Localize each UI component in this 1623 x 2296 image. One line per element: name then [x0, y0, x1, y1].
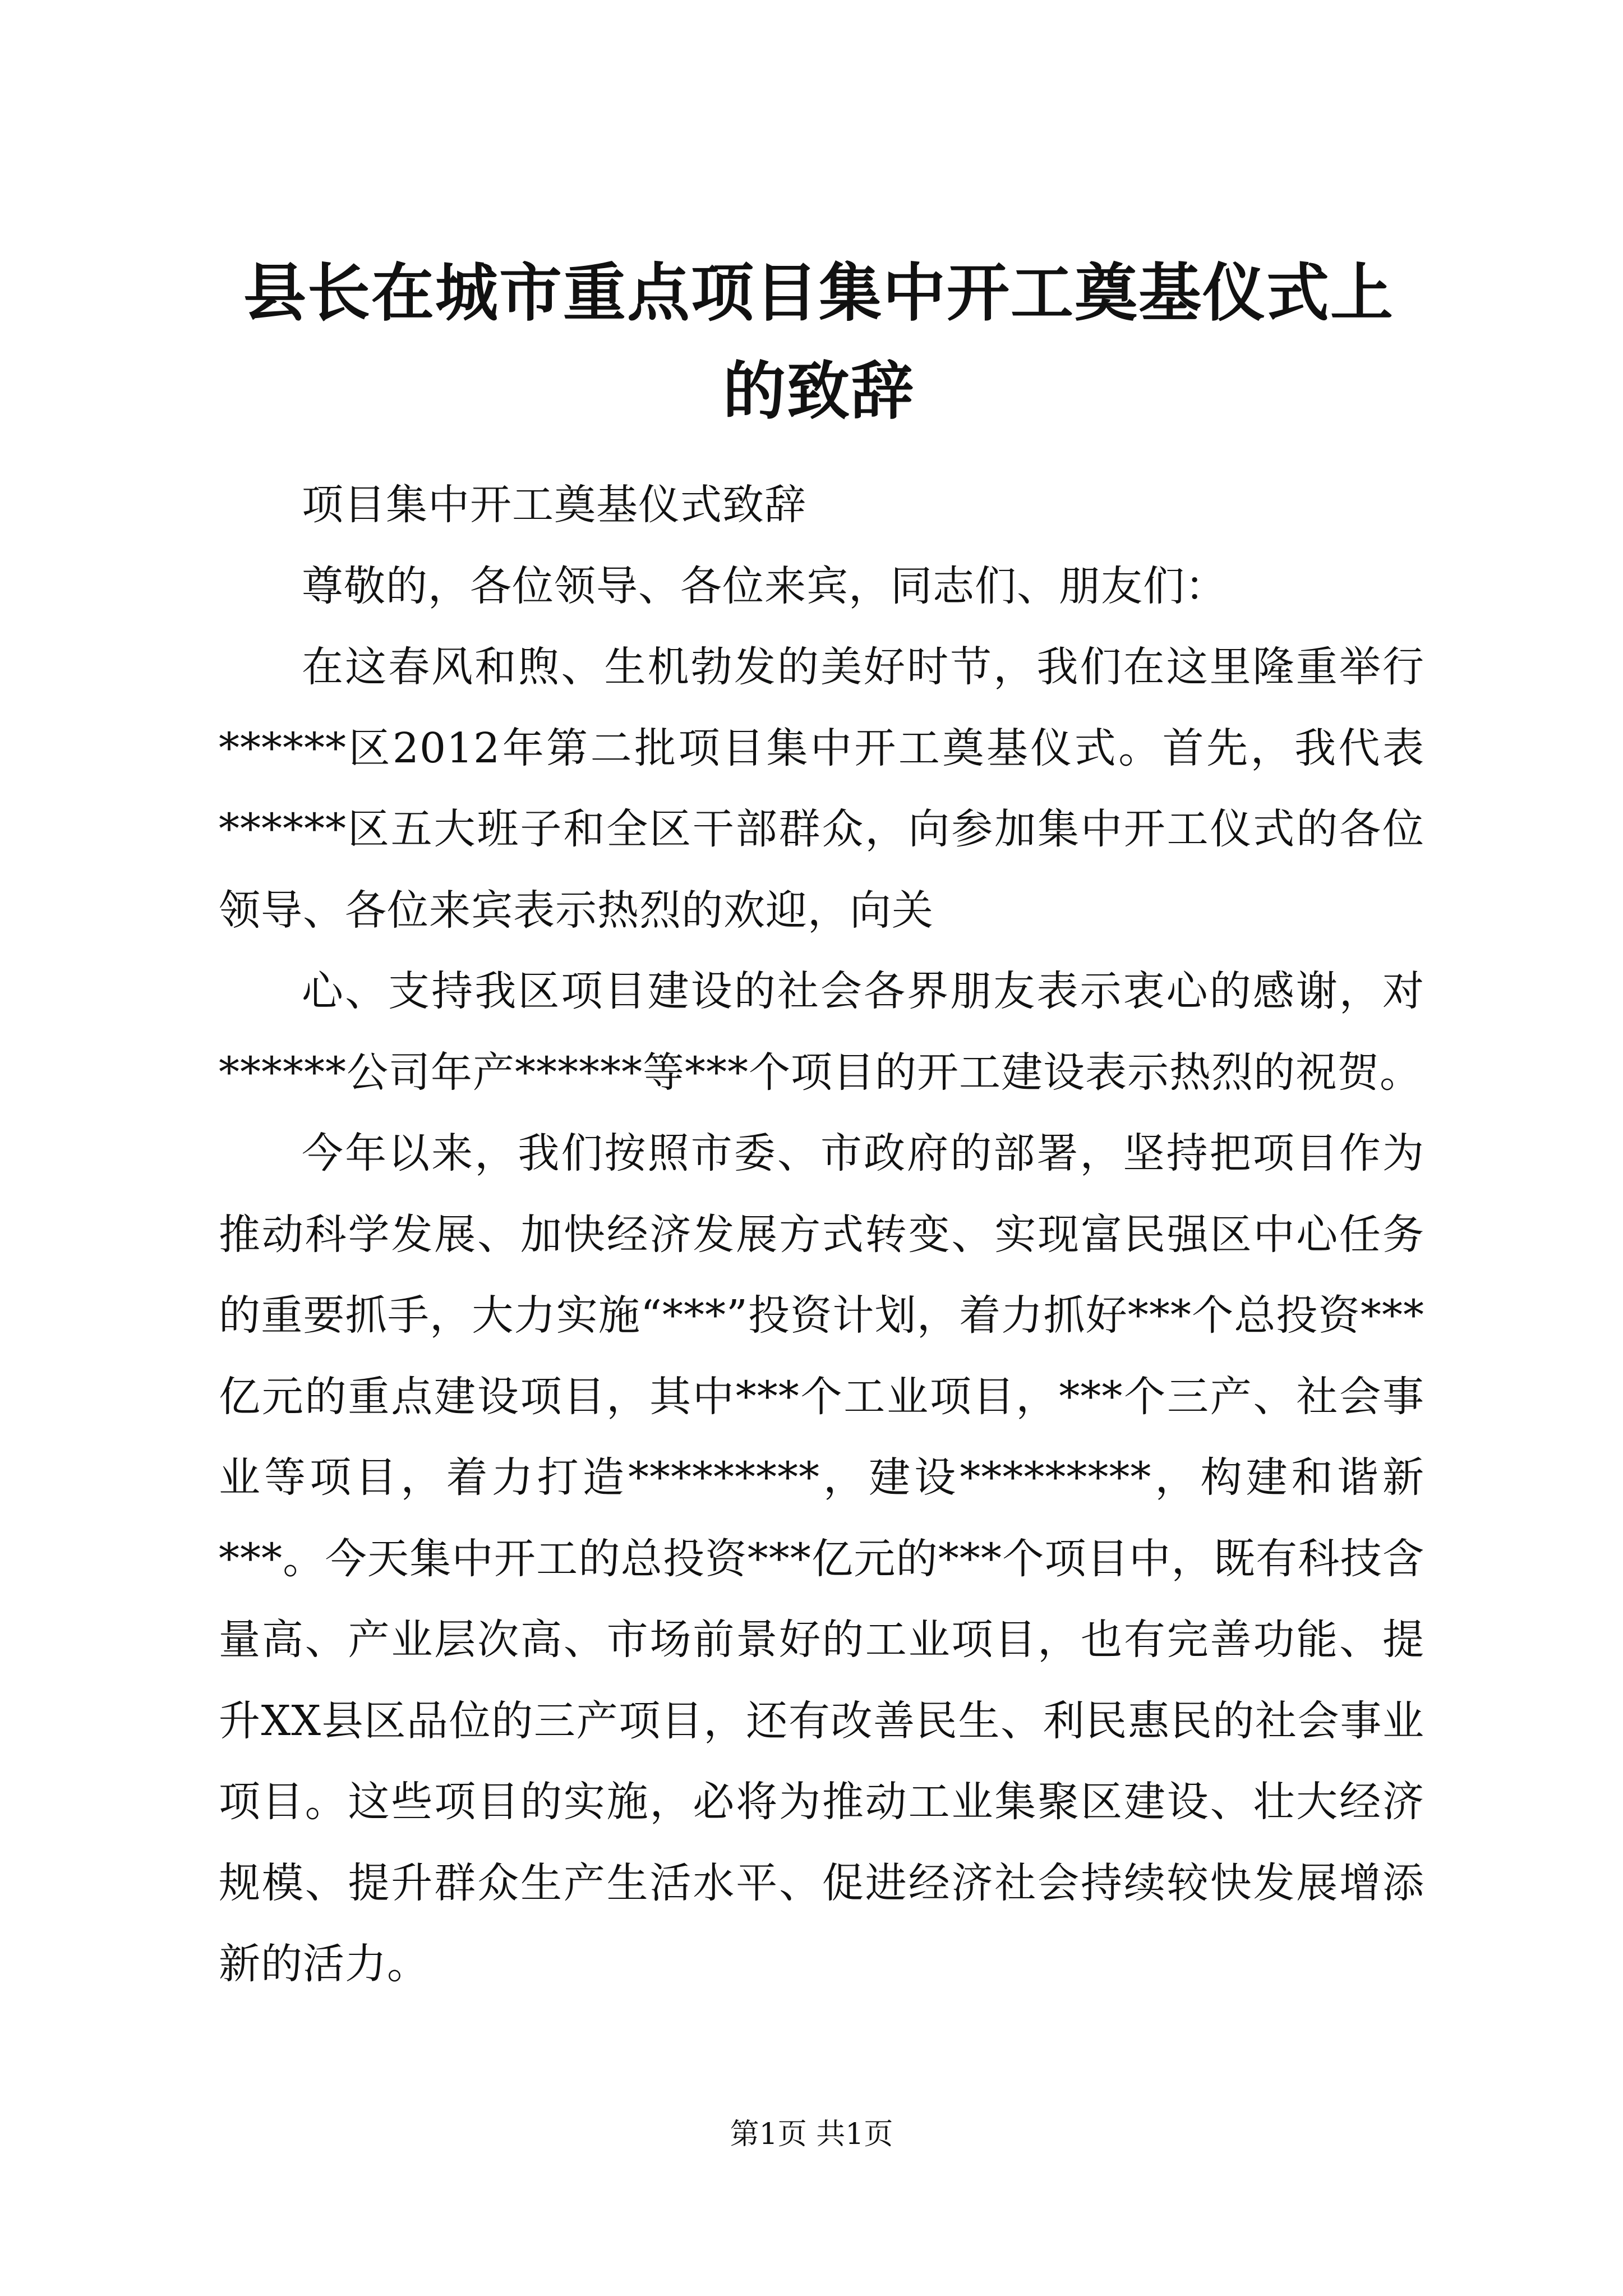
paragraph-subtitle: 项目集中开工奠基仪式致辞 [302, 481, 806, 529]
paragraph-thanks: 心、支持我区项目建设的社会各界朋友表示衷心的感谢，对******公司年产******等***个项目的开工建设表示热烈的祝贺。 [219, 967, 1424, 1097]
paragraph-main: 今年以来，我们按照市委、市政府的部署，坚持把项目作为推动科学发展、加快经济发展方式转变、实现富民强区中心任务的重要抓手，大力实施“***”投资计划，着力抓好***个总投资***亿元的重点建设项目，其中***个工业项目，***个三产、社会事业等项目，着力打造*********，建设*********，构建和谐新***。今天集中开工的总投资***亿元的***个项目中，既有科技含量高、产业层次高、市场前景好的工业项目，也有完善功能、提升XX县区品位的三产项目，还有改善民生、利民惠民的社会事业项目。这些项目的实施，必将为推动工业集聚区建设、壮大经济规模、提升群众生产生活水平、促进经济社会持续较快发展增添新的活力。 [219, 1129, 1424, 1988]
paragraph-opening: 在这春风和煦、生机勃发的美好时节，我们在这里隆重举行******区2012年第二批项目集中开工奠基仪式。首先，我代表******区五大班子和全区干部群众，向参加集中开工仪式的各位领导、各位来宾表示热烈的欢迎，向关 [219, 643, 1424, 935]
paragraph-salutation: 尊敬的，各位领导、各位来宾，同志们、朋友们： [302, 562, 1227, 610]
document-title: 县长在城市重点项目集中开工奠基仪式上的致辞 [243, 256, 1394, 428]
document-body [219, 464, 1424, 2005]
page-footer: 第1页 共1页 [730, 2118, 893, 2151]
